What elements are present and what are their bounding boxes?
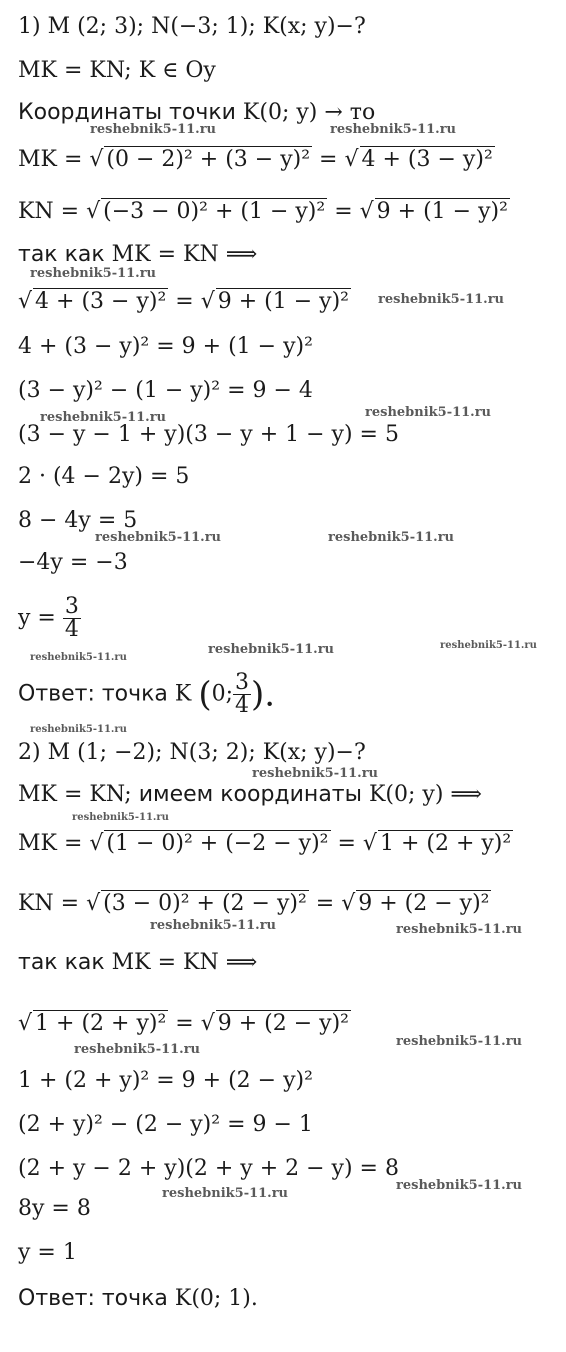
p1-y-numerator: 3 — [64, 594, 79, 619]
p2-step-2: (2 + y)² − (2 − y)² = 9 − 1 — [18, 1112, 313, 1137]
p1-mk-equation — [18, 146, 495, 173]
p2-eq-radicand-2: 9 + (2 − y)² — [217, 1011, 349, 1036]
p1-answer-k: K — [174, 681, 192, 707]
p1-sqrt-equality: √ 4 + (3 − y)² = √ 9 + (1 − y)² — [18, 289, 349, 314]
watermark: reshebnik5-11.ru — [95, 530, 222, 545]
p1-y-result — [18, 596, 81, 641]
p2-kn-mid: = √ — [308, 891, 356, 916]
watermark: reshebnik5-11.ru — [330, 122, 457, 137]
p1-eq-radicand-2: 9 + (1 − y)² — [217, 289, 349, 314]
p2-sqrt-equality: √ 1 + (2 + y)² = √ 9 + (2 − y)² — [18, 1011, 349, 1036]
watermark: reshebnik5-11.ru — [365, 405, 492, 420]
p2-kn-equation — [18, 890, 491, 917]
p1-answer-paren-open: ( — [198, 674, 212, 715]
watermark: reshebnik5-11.ru — [90, 122, 217, 137]
p2-since-text: так как — [18, 950, 112, 975]
p1-mk-radicand-1: (0 − 2)² + (3 − y)² — [106, 147, 311, 172]
watermark: reshebnik5-11.ru — [396, 922, 523, 937]
p1-mk-radicand-2: 4 + (3 − y)² — [361, 147, 493, 172]
p2-eq-mid: = √ — [168, 1011, 215, 1036]
p1-given: 1) M (2; 3); N(−3; 1); K(x; y)−? — [18, 14, 366, 39]
p1-kn-mid: = √ — [327, 199, 374, 224]
p1-since-line — [18, 242, 257, 268]
p1-kn-equation — [18, 198, 510, 225]
p1-answer-numerator: 3 — [235, 670, 250, 695]
watermark: reshebnik5-11.ru — [396, 1034, 523, 1049]
p1-kn-lhs: KN = √ — [18, 199, 101, 224]
p2-answer-line — [18, 1286, 258, 1312]
p1-eq-mid: = √ — [168, 289, 215, 314]
watermark: reshebnik5-11.ru — [440, 640, 537, 651]
p2-since-line — [18, 950, 257, 976]
p1-since-math: MK = KN ⟹ — [111, 242, 258, 267]
p1-answer-text: Ответ: точка — [18, 681, 175, 707]
p1-step-5: 8 − 4y = 5 — [18, 508, 138, 533]
p1-answer-paren-close: ). — [251, 674, 276, 715]
p1-condition: MK = KN; K ∈ Oy — [18, 58, 216, 83]
p1-y-denominator: 4 — [64, 617, 79, 642]
p1-step-2: (3 − y)² − (1 − y)² = 9 − 4 — [18, 378, 313, 403]
p2-condition-math2: K(0; y) ⟹ — [368, 782, 482, 807]
watermark: reshebnik5-11.ru — [72, 812, 169, 823]
p1-answer-zero: 0; — [211, 681, 234, 707]
p1-mk-lhs: MK = √ — [18, 147, 104, 172]
p2-mk-lhs: MK = √ — [18, 831, 104, 856]
p1-eq-radicand-1: 4 + (3 − y)² — [35, 289, 167, 314]
p2-mk-equation — [18, 830, 513, 857]
p2-answer-text: Ответ: точка — [18, 1286, 175, 1311]
p1-kn-radicand-2: 9 + (1 − y)² — [376, 199, 508, 224]
p2-mk-radicand-1: (1 − 0)² + (−2 − y)² — [106, 831, 329, 856]
p2-condition-line — [18, 782, 482, 808]
p1-y-fraction — [63, 596, 81, 641]
watermark: reshebnik5-11.ru — [150, 918, 277, 933]
p1-answer-fraction — [233, 672, 251, 717]
p2-step-5: y = 1 — [18, 1240, 77, 1265]
p2-since-math: MK = KN ⟹ — [111, 950, 258, 975]
p2-condition-text: имеем координаты — [131, 782, 369, 807]
watermark: reshebnik5-11.ru — [30, 266, 157, 281]
p1-step-1: 4 + (3 − y)² = 9 + (1 − y)² — [18, 334, 313, 359]
p1-answer — [18, 672, 275, 717]
p2-kn-radicand-1: (3 − 0)² + (2 − y)² — [103, 891, 307, 916]
p1-mk-mid: = √ — [312, 147, 359, 172]
watermark: reshebnik5-11.ru — [252, 766, 379, 781]
watermark: reshebnik5-11.ru — [74, 1042, 201, 1057]
p2-mk-mid: = √ — [330, 831, 377, 856]
p2-answer-math: K(0; 1). — [174, 1286, 258, 1311]
p2-kn-lhs: KN = √ — [18, 891, 101, 916]
watermark: reshebnik5-11.ru — [40, 410, 167, 425]
p1-since-text: так как — [18, 242, 112, 267]
p1-coordinates-text: Координаты точки — [18, 100, 243, 125]
p2-given: 2) M (1; −2); N(3; 2); K(x; y)−? — [18, 740, 366, 765]
watermark: reshebnik5-11.ru — [328, 530, 455, 545]
p1-coordinates-math: K(0; y) → то — [242, 100, 376, 125]
p1-y-lhs: y = — [18, 605, 56, 631]
p1-kn-radicand-1: (−3 − 0)² + (1 − y)² — [103, 199, 326, 224]
p2-eq-radicand-1: 1 + (2 + y)² — [35, 1011, 167, 1036]
p2-condition-math: MK = KN; — [18, 782, 132, 807]
p2-step-4: 8y = 8 — [18, 1196, 91, 1221]
p1-step-3: (3 − y − 1 + y)(3 − y + 1 − y) = 5 — [18, 422, 399, 447]
p2-kn-radicand-2: 9 + (2 − y)² — [358, 891, 490, 916]
p2-step-1: 1 + (2 + y)² = 9 + (2 − y)² — [18, 1068, 313, 1093]
watermark: reshebnik5-11.ru — [30, 724, 127, 735]
watermark: reshebnik5-11.ru — [378, 292, 505, 307]
watermark: reshebnik5-11.ru — [208, 642, 335, 657]
p2-step-3: (2 + y − 2 + y)(2 + y + 2 − y) = 8 — [18, 1156, 399, 1181]
p1-step-4: 2 · (4 − 2y) = 5 — [18, 464, 190, 489]
watermark: reshebnik5-11.ru — [162, 1186, 289, 1201]
watermark: reshebnik5-11.ru — [30, 652, 127, 663]
watermark: reshebnik5-11.ru — [396, 1178, 523, 1193]
p2-mk-radicand-2: 1 + (2 + y)² — [379, 831, 512, 856]
p1-answer-denominator: 4 — [235, 693, 250, 718]
p1-step-6: −4y = −3 — [18, 550, 128, 575]
